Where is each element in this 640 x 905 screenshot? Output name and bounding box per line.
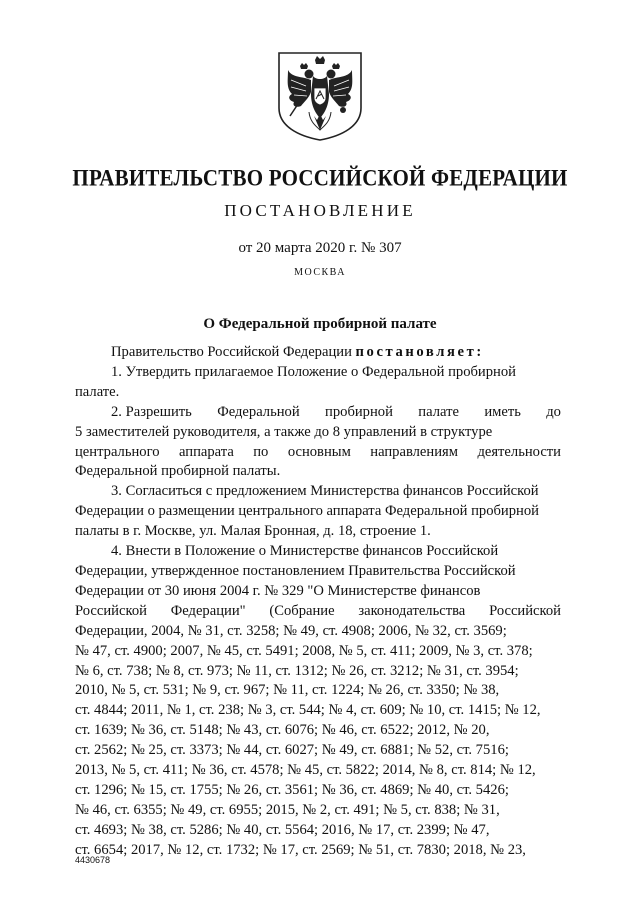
body-line <box>75 821 561 841</box>
body-word: 2. Разрешить <box>111 403 192 420</box>
body-text: 2013, № 5, ст. 411; № 36, ст. 4578; № 45, ст. 5822; 2014, № 8, ст. 814; № 12, <box>75 762 536 779</box>
body-line <box>75 462 561 482</box>
body-line <box>75 502 561 522</box>
body-line <box>75 423 561 443</box>
body-text: ст. 1296; № 15, ст. 1755; № 26, ст. 3561; № 36, ст. 4869; № 40, ст. 5426; <box>75 781 509 798</box>
body-line <box>75 403 561 423</box>
body-text: № 46, ст. 6355; № 49, ст. 6955; 2015, № 2, ст. 491; № 5, ст. 838; № 31, <box>75 801 500 818</box>
body-text: ст. 4844; 2011, № 1, ст. 238; № 3, ст. 544; № 4, ст. 609; № 10, ст. 1415; № 12, <box>75 702 541 719</box>
document-date-number: от 20 марта 2020 г. № 307 <box>238 240 402 256</box>
body-line <box>75 841 561 861</box>
body-word: Российской <box>489 602 561 619</box>
preamble-text: Правительство Российской Федерации <box>111 344 352 360</box>
document-subject: О Федеральной пробирной палате <box>203 316 437 332</box>
coat-of-arms-emblem <box>276 50 364 142</box>
body-word: палате <box>418 403 459 420</box>
document-code: 4430678 <box>75 855 111 865</box>
body-text: палате. <box>75 383 120 400</box>
body-line <box>75 622 561 642</box>
body-line <box>75 741 561 761</box>
body-word: центрального <box>75 443 160 460</box>
document-body <box>75 343 561 861</box>
body-line <box>75 482 561 502</box>
body-word: направлениям <box>370 443 458 460</box>
body-line <box>75 781 561 801</box>
body-line <box>75 542 561 562</box>
body-word: пробирной <box>325 403 393 420</box>
document-city: МОСКВА <box>294 267 346 278</box>
body-line <box>75 801 561 821</box>
body-text: 1. Утвердить прилагаемое Положение о Федеральной пробирной <box>111 363 516 380</box>
body-line <box>75 721 561 741</box>
body-line <box>75 701 561 721</box>
body-text: 5 заместителей руководителя, а также до 8 управлений в структуре <box>75 423 493 440</box>
body-line <box>75 761 561 781</box>
body-text: 3. Согласиться с предложением Министерства финансов Российской <box>111 483 539 500</box>
preamble-action: постановляет: <box>355 344 484 360</box>
body-text: Федеральной пробирной палаты. <box>75 463 281 480</box>
body-line <box>75 602 561 622</box>
body-text: ст. 6654; 2017, № 12, ст. 1732; № 17, ст. 2569; № 51, ст. 7830; 2018, № 23, <box>75 841 526 858</box>
body-text: 4. Внести в Положение о Министерстве финансов Российской <box>111 543 499 560</box>
body-text: ст. 1639; № 36, ст. 5148; № 43, ст. 6076; № 46, ст. 6522; 2012, № 20, <box>75 722 490 739</box>
body-line <box>75 383 561 403</box>
body-word: (Собрание <box>269 602 335 619</box>
body-text: Федерации, 2004, № 31, ст. 3258; № 49, ст. 4908; 2006, № 32, ст. 3569; <box>75 622 507 639</box>
body-word: до <box>546 403 561 420</box>
body-word: иметь <box>484 403 521 420</box>
body-word: Федерации" <box>170 602 246 619</box>
body-line <box>75 582 561 602</box>
preamble-line <box>75 343 561 363</box>
government-title: ПРАВИТЕЛЬСТВО РОССИЙСКОЙ ФЕДЕРАЦИИ <box>72 165 568 191</box>
body-line <box>75 443 561 463</box>
body-text: Федерации, утвержденное постановлением Правительства Российской <box>75 562 516 579</box>
body-word: аппарата <box>178 443 234 460</box>
document-type: ПОСТАНОВЛЕНИЕ <box>224 201 416 220</box>
body-text: Федерации о размещении центрального аппарата Федеральной пробирной <box>75 503 539 520</box>
body-text: 2010, № 5, ст. 531; № 9, ст. 967; № 11, ст. 1224; № 26, ст. 3350; № 38, <box>75 682 500 699</box>
body-text: № 47, ст. 4900; 2007, № 45, ст. 5491; 2008, № 5, ст. 411; 2009, № 3, ст. 378; <box>75 642 533 659</box>
body-word: Российской <box>75 602 147 619</box>
body-line <box>75 522 561 542</box>
body-line <box>75 662 561 682</box>
body-text: № 6, ст. 738; № 8, ст. 973; № 11, ст. 1312; № 26, ст. 3212; № 31, ст. 3954; <box>75 662 519 679</box>
body-word: основным <box>287 443 351 460</box>
body-line <box>75 562 561 582</box>
body-line <box>75 642 561 662</box>
body-word: Федеральной <box>217 403 300 420</box>
body-word: деятельности <box>477 443 561 460</box>
body-word: по <box>253 443 269 460</box>
body-line <box>75 363 561 383</box>
body-word: законодательства <box>358 602 466 619</box>
body-line <box>75 681 561 701</box>
body-text: ст. 4693; № 38, ст. 5286; № 40, ст. 5564; 2016, № 17, ст. 2399; № 47, <box>75 821 490 838</box>
body-text: Федерации от 30 июня 2004 г. № 329 "О Министерстве финансов <box>75 582 481 599</box>
body-text: ст. 2562; № 25, ст. 3373; № 44, ст. 6027; № 49, ст. 6881; № 52, ст. 7516; <box>75 742 509 759</box>
body-text: палаты в г. Москве, ул. Малая Бронная, д. 18, строение 1. <box>75 523 431 540</box>
